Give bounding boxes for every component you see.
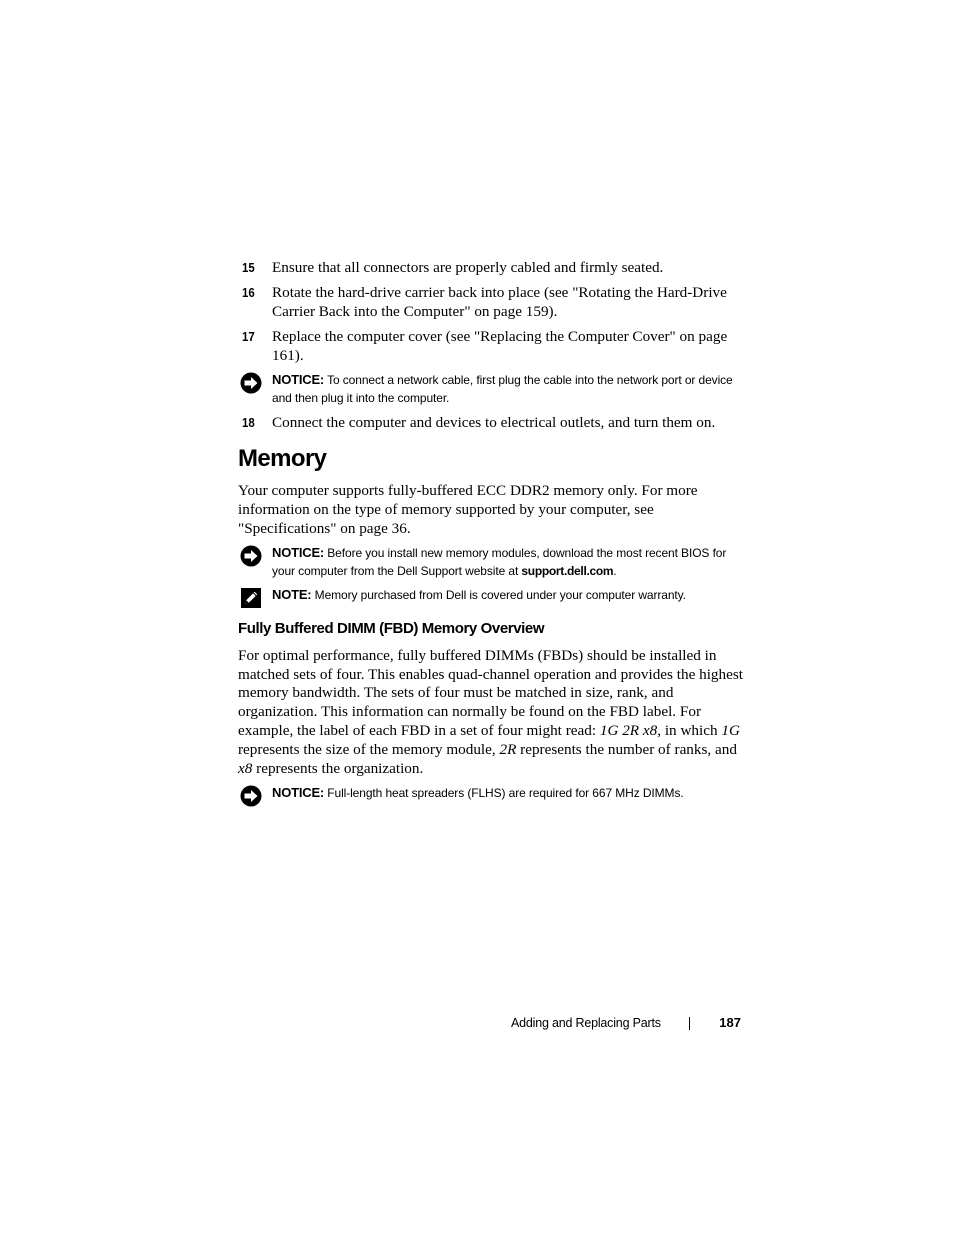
notice-heat-spreaders (238, 784, 744, 803)
notice-text-end: . (613, 563, 617, 578)
page-number: 187 (719, 1015, 741, 1030)
step-15 (238, 258, 744, 277)
notice-bios (238, 544, 744, 580)
step-number: 15 (242, 260, 255, 275)
step-17 (238, 327, 744, 365)
step-number: 16 (242, 285, 255, 300)
fbd-paragraph (238, 647, 744, 779)
fbd-text-a: For optimal performance, fully buffered DIMMs (FBDs) should be installed in matched sets of four. This enables quad-channel operation and provides the highest memory bandwidth. The sets of four must be matched in size, rank, and organization. This information can normally be found on the FBD label. For example, the label of each FBD in a set of four might read: (238, 646, 743, 740)
notice-arrow-icon (240, 545, 262, 567)
fbd-text-d: represents the number of ranks, and (516, 740, 737, 758)
note-label: NOTE: (272, 587, 312, 603)
step-16 (238, 283, 744, 321)
memory-intro: Your computer supports fully-buffered ECC DDR2 memory only. For more information on the type of memory supported by your computer, see "Specifications" on page 36. (238, 482, 698, 537)
notice-network-cable (238, 371, 744, 407)
notice-text: To connect a network cable, first plug the cable into the network port or device and then plug it into the computer. (272, 373, 733, 405)
step-number: 17 (242, 329, 255, 344)
label-example: 1G 2R x8 (599, 722, 658, 740)
notice-label: NOTICE: (272, 372, 325, 387)
step-number: 18 (242, 415, 255, 430)
fbd-text-b: , in which (657, 722, 722, 740)
step-text: Ensure that all connectors are properly cabled and firmly seated. (272, 259, 664, 276)
footer-separator (689, 1017, 690, 1030)
note-warranty (238, 586, 744, 605)
size-term: 1G (721, 722, 740, 740)
notice-arrow-icon (240, 372, 262, 394)
note-text: Memory purchased from Dell is covered under your computer warranty. (311, 588, 686, 603)
step-text: Connect the computer and devices to electrical outlets, and turn them on. (272, 414, 716, 431)
support-website-link[interactable]: support.dell.com (521, 563, 614, 578)
fbd-text-e: represents the organization. (252, 759, 424, 777)
page-content (238, 258, 744, 809)
notice-arrow-icon (240, 785, 262, 807)
notice-text: Before you install new memory modules, download the most recent BIOS for your computer from the Dell Support website at (272, 546, 727, 578)
memory-heading: Memory (238, 445, 327, 472)
note-pencil-icon (240, 587, 262, 609)
notice-label: NOTICE: (272, 785, 325, 801)
step-text: Rotate the hard-drive carrier back into place (see "Rotating the Hard-Drive Carrier Back into the Computer" on page 159). (272, 284, 727, 320)
fbd-text-c: represents the size of the memory module, (238, 740, 500, 758)
step-text: Replace the computer cover (see "Replacing the Computer Cover" on page 161). (272, 328, 728, 364)
org-term: x8 (238, 759, 253, 777)
fbd-heading: Fully Buffered DIMM (FBD) Memory Overview (238, 619, 545, 637)
rank-term: 2R (499, 740, 517, 758)
step-18 (238, 413, 744, 432)
notice-text: Full-length heat spreaders (FLHS) are required for 667 MHz DIMMs. (324, 786, 684, 801)
footer-section-title: Adding and Replacing Parts (511, 1016, 661, 1030)
notice-label: NOTICE: (272, 545, 325, 561)
